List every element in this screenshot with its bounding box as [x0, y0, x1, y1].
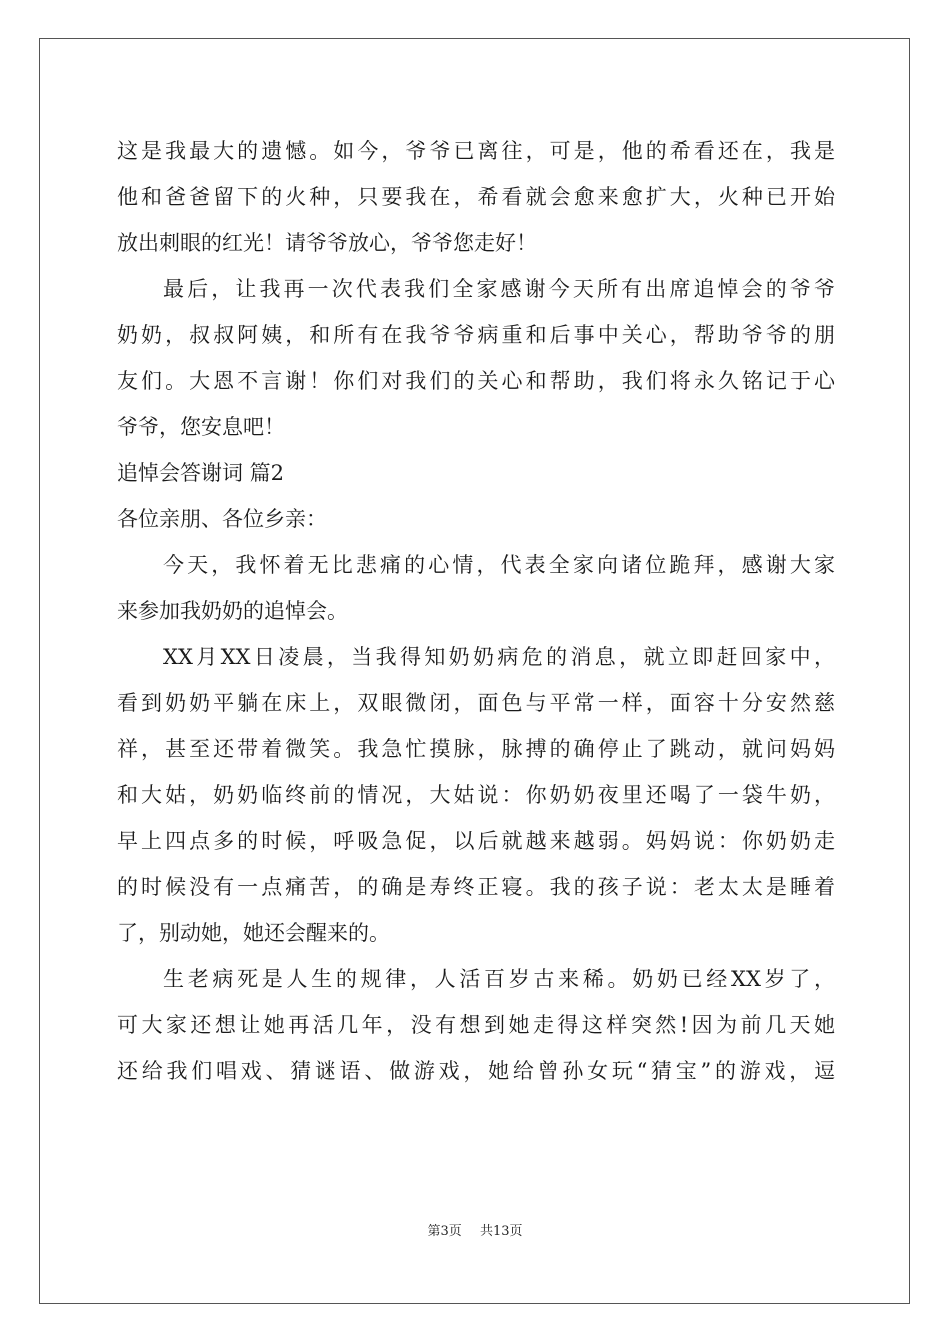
text-line: 追悼会答谢词 篇2 — [117, 461, 285, 485]
text-line: 来参加我奶奶的追悼会。 — [117, 599, 348, 623]
text-line: 爷爷，您安息吧！ — [117, 415, 285, 439]
page-footer — [0, 1220, 950, 1239]
document-body — [117, 128, 835, 1094]
text-line: 奶奶，叔叔阿姨，和所有在我爷爷病重和后事中关心，帮助爷爷的朋 — [117, 323, 835, 347]
text-line: 早上四点多的时候，呼吸急促，以后就越来越弱。妈妈说：你奶奶走 — [117, 829, 835, 853]
text-line: 可大家还想让她再活几年，没有想到她走得这样突然!因为前几天她 — [117, 1013, 835, 1037]
text-line: 这是我最大的遗憾。如今，爷爷已离往，可是，他的希看还在，我是 — [117, 139, 835, 163]
text-line: 今天，我怀着无比悲痛的心情，代表全家向诸位跪拜，感谢大家 — [163, 553, 835, 577]
text-line: 生老病死是人生的规律，人活百岁古来稀。奶奶已经XX岁了， — [163, 967, 835, 991]
text-line: XX月XX日凌晨，当我得知奶奶病危的消息，就立即赶回家中， — [163, 645, 835, 669]
text-line: 的时候没有一点痛苦，的确是寿终正寝。我的孩子说：老太太是睡着 — [117, 875, 835, 899]
text-line: 各位亲朋、各位乡亲： — [117, 507, 327, 531]
text-line: 看到奶奶平躺在床上，双眼微闭，面色与平常一样，面容十分安然慈 — [117, 691, 835, 715]
text-line: 友们。大恩不言谢！你们对我们的关心和帮助，我们将永久铭记于心 — [117, 369, 835, 393]
text-line: 和大姑，奶奶临终前的情况，大姑说：你奶奶夜里还喝了一袋牛奶， — [117, 783, 835, 807]
text-line: 他和爸爸留下的火种，只要我在，希看就会愈来愈扩大，火种已开始 — [117, 185, 835, 209]
text-line: 还给我们唱戏、猜谜语、做游戏，她给曾孙女玩“猜宝”的游戏，逗 — [117, 1059, 835, 1083]
page-total: 共13页 — [480, 1224, 523, 1239]
text-line: 了，别动她，她还会醒来的。 — [117, 921, 390, 945]
text-line: 放出刺眼的红光！请爷爷放心，爷爷您走好！ — [117, 231, 537, 255]
page-number: 第3页 — [427, 1224, 462, 1239]
text-line: 祥，甚至还带着微笑。我急忙摸脉，脉搏的确停止了跳动，就问妈妈 — [117, 737, 835, 761]
text-line: 最后，让我再一次代表我们全家感谢今天所有出席追悼会的爷爷 — [163, 277, 835, 301]
